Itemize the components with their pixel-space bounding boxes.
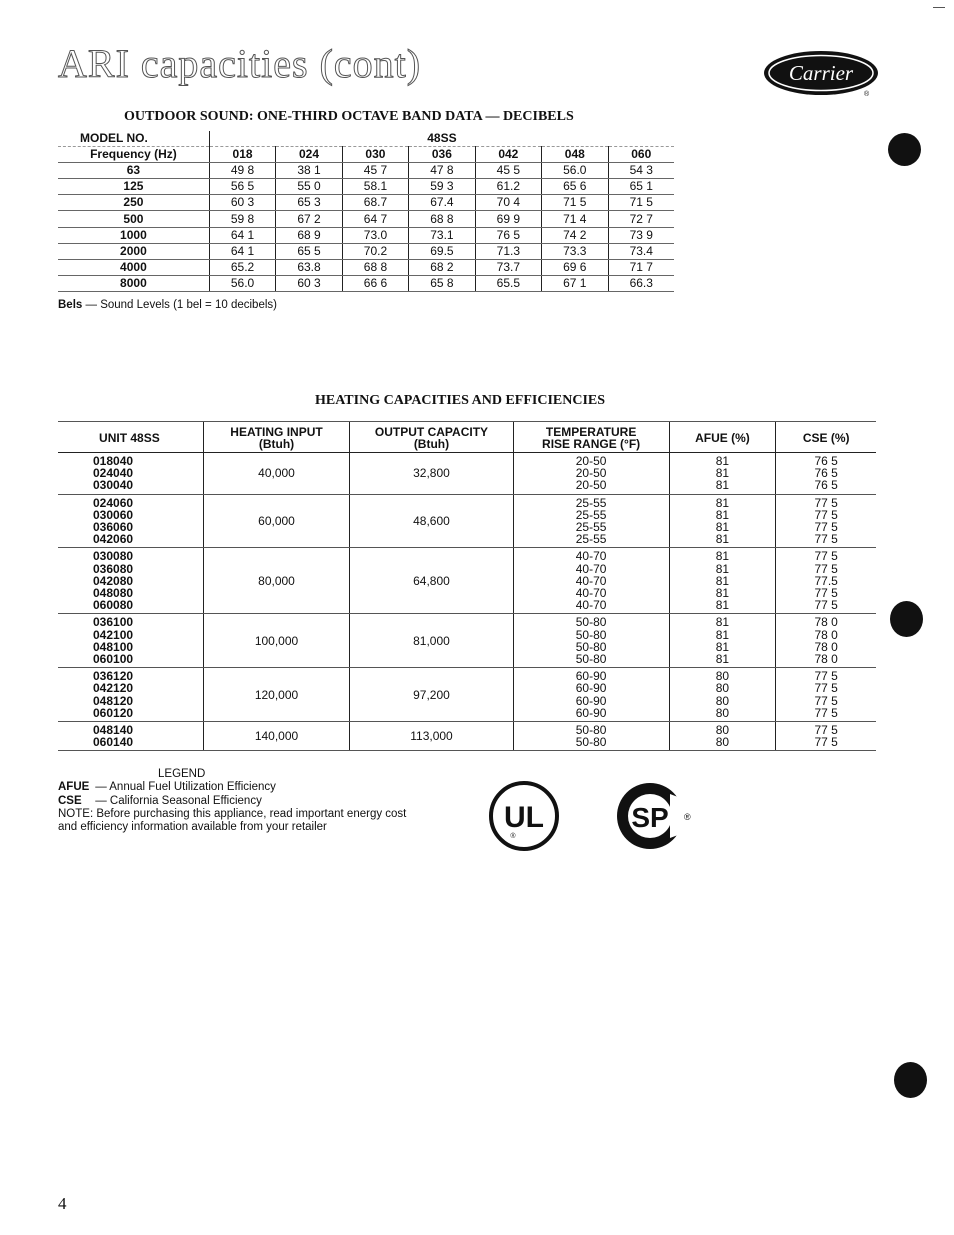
carrier-logo — [762, 48, 880, 100]
unit-cell-line: 060080 — [93, 598, 134, 613]
afue-cell — [669, 722, 776, 751]
heating-group-row — [58, 668, 876, 722]
afue-cell — [669, 614, 776, 668]
unit-cell — [58, 453, 203, 495]
sound-value-cell: 64 1 — [209, 227, 275, 243]
unit-cell-line: 048100 — [93, 639, 134, 654]
temperature-rise-cell-line: 40-70 — [575, 586, 607, 601]
temperature-rise-cell-line: 40-70 — [575, 598, 607, 613]
afue-cell-line: 81 — [715, 598, 730, 613]
sound-value-cell: 49 8 — [209, 163, 275, 179]
cse-header-text: CSE (%) — [802, 431, 850, 445]
temperature-rise-cell-line: 60-90 — [575, 669, 607, 684]
sound-value-cell: 59 3 — [409, 179, 475, 195]
cse-cell-line: 77 5 — [814, 723, 838, 738]
binder-hole-mark — [890, 601, 923, 637]
cse-cell — [776, 668, 876, 722]
sound-value-cell: 73.4 — [608, 243, 674, 259]
cse-cell-line: 76 5 — [814, 466, 838, 481]
cse-cell — [776, 494, 876, 548]
sound-row — [58, 259, 674, 275]
sound-value-cell: 65 3 — [276, 195, 342, 211]
afue-cell-line: 80 — [715, 669, 730, 684]
sound-value-cell: 60 3 — [276, 275, 342, 291]
sound-value-cell: 67.4 — [409, 195, 475, 211]
output-capacity-header-line2: (Btuh) — [413, 437, 450, 451]
afue-cell-line: 81 — [715, 466, 730, 481]
legend-dash: — — [95, 781, 107, 794]
sound-value-cell: 58.1 — [342, 179, 408, 195]
cse-cell — [776, 722, 876, 751]
temperature-rise-cell-line: 20-50 — [575, 466, 607, 481]
size-header-030: 030 — [342, 147, 408, 163]
afue-cell-line: 80 — [715, 705, 730, 720]
sound-value-cell: 55 0 — [276, 179, 342, 195]
corner-mark — [933, 7, 945, 8]
unit-cell-line: 018040 — [93, 454, 134, 468]
sound-value-cell: 64 1 — [209, 243, 275, 259]
heating-input-cell: 60,000 — [203, 494, 350, 548]
binder-hole-mark — [888, 133, 921, 166]
temperature-rise-cell-line: 40-70 — [575, 549, 607, 564]
bels-note — [58, 299, 277, 311]
afue-cell-line: 81 — [715, 507, 730, 522]
sound-value-cell: 59 8 — [209, 211, 275, 227]
sound-value-cell: 68 9 — [276, 227, 342, 243]
logo-registered-mark: ® — [864, 91, 870, 98]
heating-input-cell: 80,000 — [203, 548, 350, 614]
afue-cell-line: 81 — [715, 586, 730, 601]
heating-input-cell: 120,000 — [203, 668, 350, 722]
sound-row — [58, 163, 674, 179]
afue-cell — [669, 494, 776, 548]
temperature-rise-cell-line: 60-90 — [575, 681, 607, 696]
temperature-rise-cell — [513, 614, 669, 668]
sound-value-cell: 68 2 — [409, 259, 475, 275]
csa-mark-text: SP — [631, 802, 669, 833]
cse-cell-line: 77 5 — [814, 735, 838, 750]
output-capacity-cell: 48,600 — [350, 494, 513, 548]
cse-cell — [776, 548, 876, 614]
sound-value-cell: 68.7 — [342, 195, 408, 211]
temperature-rise-cell-line: 50-80 — [575, 627, 607, 642]
cse-cell-line: 77 5 — [814, 669, 838, 684]
sound-value-cell: 73.7 — [475, 259, 541, 275]
heating-header-row — [58, 422, 876, 453]
unit-cell-line: 042080 — [93, 573, 134, 588]
cse-cell — [776, 453, 876, 495]
cse-cell-line: 78 0 — [814, 627, 838, 642]
output-capacity-cell: 32,800 — [350, 453, 513, 495]
sound-value-cell: 56.0 — [209, 275, 275, 291]
sound-value-cell: 65 1 — [608, 179, 674, 195]
heating-input-cell: 40,000 — [203, 453, 350, 495]
frequency-cell: 1000 — [58, 227, 209, 243]
temperature-rise-cell-line: 40-70 — [575, 573, 607, 588]
afue-cell-line: 81 — [715, 549, 730, 564]
sound-value-cell: 73 9 — [608, 227, 674, 243]
afue-cell — [669, 668, 776, 722]
output-capacity-cell: 81,000 — [350, 614, 513, 668]
temperature-rise-cell — [513, 722, 669, 751]
sound-value-cell: 47 8 — [409, 163, 475, 179]
sound-value-cell: 71 7 — [608, 259, 674, 275]
afue-cell-line: 80 — [715, 723, 730, 738]
size-header-060: 060 — [608, 147, 674, 163]
afue-cell-line: 81 — [715, 652, 730, 667]
temperature-rise-cell-line: 60-90 — [575, 693, 607, 708]
temperature-rise-cell-line: 20-50 — [575, 478, 607, 493]
heating-group-row — [58, 494, 876, 548]
cse-cell-line: 77 5 — [814, 693, 838, 708]
legend-item-cse — [58, 795, 458, 808]
legend — [58, 768, 458, 834]
bels-dash: — — [85, 299, 97, 311]
sound-value-cell: 71 5 — [542, 195, 608, 211]
cse-cell-line: 76 5 — [814, 454, 838, 468]
temperature-rise-header — [513, 422, 669, 453]
page-number: 4 — [58, 1194, 67, 1213]
sound-value-cell: 76 5 — [475, 227, 541, 243]
sound-value-cell: 65.5 — [475, 275, 541, 291]
sound-row — [58, 227, 674, 243]
sound-table-title: OUTDOOR SOUND: ONE-THIRD OCTAVE BAND DATA — DECIBELS — [124, 109, 574, 124]
cse-cell-line: 77 5 — [814, 495, 838, 510]
unit-cell-line: 030040 — [93, 478, 134, 493]
sound-row — [58, 211, 674, 227]
sound-value-cell: 61.2 — [475, 179, 541, 195]
sound-value-cell: 56 5 — [209, 179, 275, 195]
size-header-036: 036 — [409, 147, 475, 163]
sound-value-cell: 45 7 — [342, 163, 408, 179]
heating-group-row — [58, 614, 876, 668]
cse-cell-line: 77 5 — [814, 520, 838, 535]
afue-cell-line: 81 — [715, 561, 730, 576]
temperature-rise-cell-line: 25-55 — [575, 507, 607, 522]
ul-listed-mark-icon — [488, 780, 560, 852]
output-capacity-header — [350, 422, 513, 453]
cse-cell-line: 78 0 — [814, 615, 838, 630]
size-header-042: 042 — [475, 147, 541, 163]
sound-value-cell: 65.2 — [209, 259, 275, 275]
page-title: ARI capacities (cont) — [58, 41, 422, 86]
cse-cell-line: 78 0 — [814, 652, 838, 667]
heating-table — [58, 421, 876, 751]
temperature-rise-cell — [513, 453, 669, 495]
sound-value-cell: 65 5 — [276, 243, 342, 259]
temperature-rise-cell-line: 40-70 — [575, 561, 607, 576]
afue-cell-line: 81 — [715, 615, 730, 630]
unit-cell — [58, 494, 203, 548]
unit-cell-line: 042120 — [93, 681, 134, 696]
sound-model-row — [58, 131, 674, 147]
afue-cell — [669, 453, 776, 495]
afue-cell-line: 80 — [715, 693, 730, 708]
unit-header-text: UNIT 48SS — [99, 431, 160, 445]
sound-table-body — [58, 163, 674, 292]
output-capacity-cell: 64,800 — [350, 548, 513, 614]
cse-cell-line: 77 5 — [814, 681, 838, 696]
cse-header — [776, 422, 876, 453]
temperature-rise-header-line1: TEMPERATURE — [545, 425, 637, 439]
csa-registered-mark: ® — [684, 812, 691, 822]
sound-row — [58, 275, 674, 291]
binder-hole-mark — [894, 1062, 927, 1098]
temperature-rise-cell-line: 60-90 — [575, 705, 607, 720]
heating-group-row — [58, 722, 876, 751]
output-capacity-cell: 97,200 — [350, 668, 513, 722]
sound-value-cell: 70 4 — [475, 195, 541, 211]
temperature-rise-header-line2: RISE RANGE (°F) — [542, 437, 641, 451]
heating-input-header-line1: HEATING INPUT — [230, 425, 323, 439]
sound-value-cell: 64 7 — [342, 211, 408, 227]
cse-cell-line: 77 5 — [814, 507, 838, 522]
sound-value-cell: 65 6 — [542, 179, 608, 195]
heating-group-row — [58, 548, 876, 614]
frequency-cell: 500 — [58, 211, 209, 227]
unit-cell-line: 060120 — [93, 705, 134, 720]
sound-row — [58, 243, 674, 259]
frequency-cell: 8000 — [58, 275, 209, 291]
sound-row — [58, 179, 674, 195]
heating-table-body — [58, 453, 876, 751]
sound-value-cell: 73.0 — [342, 227, 408, 243]
cse-cell-line: 76 5 — [814, 478, 838, 493]
unit-cell — [58, 722, 203, 751]
sound-value-cell: 67 1 — [542, 275, 608, 291]
sound-value-cell: 73.1 — [409, 227, 475, 243]
frequency-cell: 125 — [58, 179, 209, 195]
unit-cell-line: 036060 — [93, 520, 134, 535]
afue-cell-line: 81 — [715, 520, 730, 535]
legend-term: CSE — [58, 794, 82, 807]
temperature-rise-cell-line: 25-55 — [575, 532, 607, 547]
sound-value-cell: 60 3 — [209, 195, 275, 211]
legend-item-afue — [58, 781, 458, 794]
unit-cell — [58, 614, 203, 668]
unit-cell-line: 024060 — [93, 495, 134, 510]
frequency-cell: 250 — [58, 195, 209, 211]
ul-registered-mark: ® — [510, 833, 516, 840]
legend-definition: California Seasonal Efficiency — [109, 794, 262, 807]
model-name: 48SS — [209, 131, 674, 147]
unit-cell-line: 030080 — [93, 549, 134, 564]
temperature-rise-cell-line: 50-80 — [575, 615, 607, 630]
sound-value-cell: 70.2 — [342, 243, 408, 259]
heating-input-header-line2: (Btuh) — [258, 437, 295, 451]
sound-row — [58, 195, 674, 211]
csa-mark-icon — [614, 780, 686, 852]
cse-cell-line: 78 0 — [814, 639, 838, 654]
unit-cell-line: 048080 — [93, 586, 134, 601]
bels-term: Bels — [58, 299, 83, 311]
frequency-label: Frequency (Hz) — [58, 147, 209, 163]
afue-cell-line: 80 — [715, 735, 730, 750]
temperature-rise-cell-line: 50-80 — [575, 723, 607, 738]
sound-value-cell: 66 6 — [342, 275, 408, 291]
unit-cell-line: 036100 — [93, 615, 134, 630]
unit-cell-line: 024040 — [93, 466, 134, 481]
heating-input-cell: 140,000 — [203, 722, 350, 751]
frequency-cell: 63 — [58, 163, 209, 179]
sound-value-cell: 71 5 — [608, 195, 674, 211]
temperature-rise-cell-line: 25-55 — [575, 495, 607, 510]
legend-title: LEGEND — [158, 768, 206, 780]
sound-value-cell: 63.8 — [276, 259, 342, 275]
sound-value-cell: 45 5 — [475, 163, 541, 179]
afue-cell-line: 81 — [715, 478, 730, 493]
output-capacity-header-line1: OUTPUT CAPACITY — [374, 425, 489, 439]
cse-cell-line: 77 5 — [814, 598, 838, 613]
unit-cell-line: 036120 — [93, 669, 134, 684]
unit-cell — [58, 548, 203, 614]
sound-table — [58, 131, 674, 292]
sound-value-cell: 68 8 — [342, 259, 408, 275]
sound-value-cell: 72 7 — [608, 211, 674, 227]
sound-value-cell: 69 9 — [475, 211, 541, 227]
cse-cell-line: 77 5 — [814, 561, 838, 576]
legend-note-line1: NOTE: Before purchasing this appliance, read important energy cost — [58, 807, 407, 820]
bels-text: Sound Levels (1 bel = 10 decibels) — [100, 299, 277, 311]
temperature-rise-cell-line: 20-50 — [575, 454, 607, 468]
afue-cell-line: 81 — [715, 573, 730, 588]
frequency-cell: 4000 — [58, 259, 209, 275]
size-header-024: 024 — [276, 147, 342, 163]
afue-cell-line: 81 — [715, 495, 730, 510]
legend-term: AFUE — [58, 781, 90, 794]
afue-cell-line: 81 — [715, 532, 730, 547]
legend-note-line2: and efficiency information available from your retailer — [58, 821, 327, 834]
heating-table-title: HEATING CAPACITIES AND EFFICIENCIES — [315, 393, 606, 408]
temperature-rise-cell — [513, 548, 669, 614]
sound-value-cell: 68 8 — [409, 211, 475, 227]
legend-dash: — — [95, 794, 107, 807]
unit-cell — [58, 668, 203, 722]
size-header-018: 018 — [209, 147, 275, 163]
size-header-048: 048 — [542, 147, 608, 163]
legend-definition: Annual Fuel Utilization Efficiency — [109, 781, 276, 794]
temperature-rise-cell-line: 25-55 — [575, 520, 607, 535]
unit-cell-line: 036080 — [93, 561, 134, 576]
unit-cell-line: 060140 — [93, 735, 134, 750]
unit-header — [58, 422, 203, 453]
cse-cell-line: 77 5 — [814, 586, 838, 601]
sound-value-cell: 73.3 — [542, 243, 608, 259]
sound-value-cell: 54 3 — [608, 163, 674, 179]
unit-cell-line: 048120 — [93, 693, 134, 708]
afue-cell-line: 81 — [715, 639, 730, 654]
sound-value-cell: 69.5 — [409, 243, 475, 259]
sound-value-cell: 74 2 — [542, 227, 608, 243]
unit-cell-line: 048140 — [93, 723, 134, 738]
unit-cell-line: 060100 — [93, 652, 134, 667]
unit-cell-line: 030060 — [93, 507, 134, 522]
ul-mark-text: UL — [504, 801, 544, 834]
sound-value-cell: 56.0 — [542, 163, 608, 179]
cse-cell-line: 77.5 — [814, 573, 838, 588]
cse-cell-line: 77 5 — [814, 549, 838, 564]
afue-cell-line: 81 — [715, 627, 730, 642]
afue-cell-line: 81 — [715, 454, 730, 468]
cse-cell-line: 77 5 — [814, 532, 838, 547]
frequency-cell: 2000 — [58, 243, 209, 259]
unit-cell-line: 042060 — [93, 532, 134, 547]
sound-value-cell: 69 6 — [542, 259, 608, 275]
temperature-rise-cell-line: 50-80 — [575, 735, 607, 750]
heating-input-header — [203, 422, 350, 453]
output-capacity-cell: 113,000 — [350, 722, 513, 751]
temperature-rise-cell-line: 50-80 — [575, 639, 607, 654]
temperature-rise-cell-line: 50-80 — [575, 652, 607, 667]
heating-group-row — [58, 453, 876, 495]
temperature-rise-cell — [513, 668, 669, 722]
sound-value-cell: 65 8 — [409, 275, 475, 291]
afue-header — [669, 422, 776, 453]
heating-input-cell: 100,000 — [203, 614, 350, 668]
sound-value-cell: 38 1 — [276, 163, 342, 179]
cse-cell-line: 77 5 — [814, 705, 838, 720]
model-label: MODEL NO. — [58, 131, 209, 147]
carrier-logo-text: Carrier — [788, 61, 854, 85]
cse-cell — [776, 614, 876, 668]
afue-header-text: AFUE (%) — [695, 431, 750, 445]
temperature-rise-cell — [513, 494, 669, 548]
afue-cell-line: 80 — [715, 681, 730, 696]
sound-value-cell: 71.3 — [475, 243, 541, 259]
unit-cell-line: 042100 — [93, 627, 134, 642]
sound-value-cell: 67 2 — [276, 211, 342, 227]
afue-cell — [669, 548, 776, 614]
sound-value-cell: 66.3 — [608, 275, 674, 291]
sound-size-row — [58, 147, 674, 163]
sound-value-cell: 71 4 — [542, 211, 608, 227]
